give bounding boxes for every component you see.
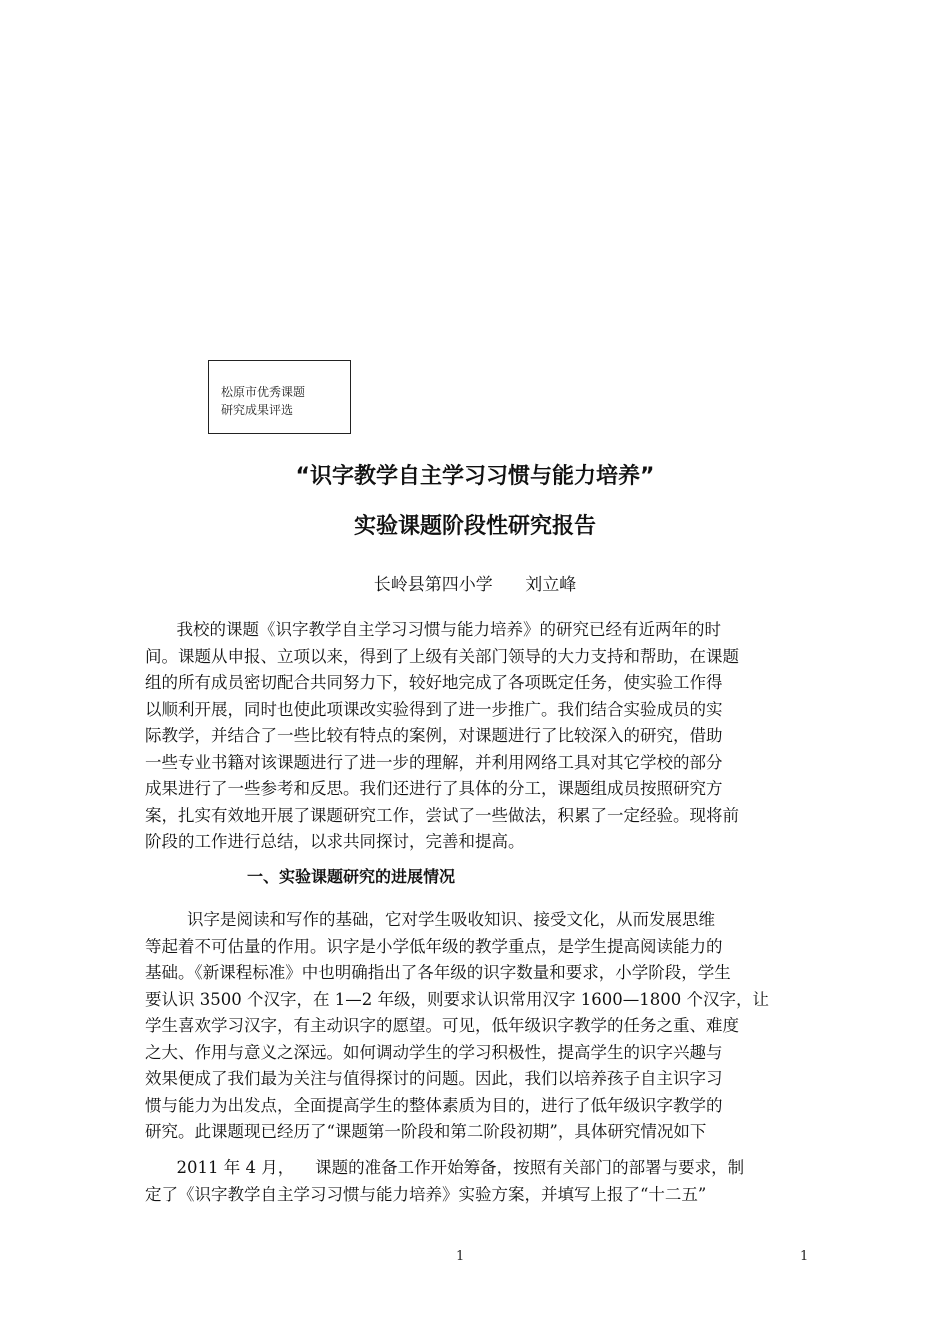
text-line: 等起着不可估量的作用。识字是小学低年级的教学重点，是学生提高阅读能力的 <box>145 936 723 956</box>
text-line: 2011 年 4 月， 课题的准备工作开始筹备，按照有关部门的部署与要求，制 <box>145 1158 745 1177</box>
text-line: 之大、作用与意义之深远。如何调动学生的学习积极性，提高学生的识字兴趣与 <box>145 1042 723 1062</box>
text-line: 我校的课题《识字教学自主学习习惯与能力培养》的研究已经有近两年的时 <box>145 620 721 639</box>
timeline-paragraph <box>145 1155 808 1208</box>
stamp-line-2: 研究成果评选 <box>221 403 294 417</box>
text-line: 学生喜欢学习汉字，有主动识字的愿望。可见，低年级识字教学的任务之重、难度 <box>145 1016 739 1035</box>
text-line: 成果进行了一些参考和反思。我们还进行了具体的分工，课题组成员按照研究方 <box>145 779 723 798</box>
section1-paragraph <box>145 907 808 1146</box>
text-line: 效果便成了我们最为关注与值得探讨的问题。因此，我们以培养孩子自主识字习 <box>145 1069 723 1088</box>
text-line: 以顺利开展，同时也使此项课改实验得到了进一步推广。我们结合实验成员的实 <box>145 699 723 719</box>
text-line: 间。课题从申报、立项以来，得到了上级有关部门领导的大力支持和帮助，在课题 <box>145 646 739 666</box>
stamp-line-1: 松原市优秀课题 <box>221 385 306 399</box>
text-line: 组的所有成员密切配合共同努力下，较好地完成了各项既定任务，使实验工作得 <box>145 673 723 692</box>
text-line: 基础。《新课程标准》中也明确指出了各年级的识字数量和要求，小学阶段，学生 <box>145 963 731 982</box>
text-line: 际教学，并结合了一些比较有特点的案例，对课题进行了比较深入的研究，借助 <box>145 726 723 745</box>
text-line: 研究。此课题现已经历了“课题第一阶段和第二阶段初期”，具体研究情况如下 <box>145 1122 707 1141</box>
report-title-line-2: 实验课题阶段性研究报告 <box>353 514 596 539</box>
text-line: 一些专业书籍对该课题进行了进一步的理解，并利用网络工具对其它学校的部分 <box>145 752 723 772</box>
text-line: 识字是阅读和写作的基础，它对学生吸收知识、接受文化，从而发展思维 <box>145 910 715 929</box>
report-title-line-1: “识字教学自主学习习惯与能力培养” <box>295 464 655 489</box>
page-number-right: 1 <box>800 1249 809 1264</box>
section-heading: 一、实验课题研究的进展情况 <box>247 867 456 886</box>
intro-paragraph <box>145 617 808 856</box>
author-byline: 长岭县第四小学 刘立峰 <box>373 575 577 595</box>
text-line: 阶段的工作进行总结，以求共同探讨，完善和提高。 <box>145 832 525 851</box>
award-stamp-box <box>208 360 351 434</box>
text-line: 惯与能力为出发点，全面提高学生的整体素质为目的，进行了低年级识字教学的 <box>145 1095 723 1115</box>
text-line: 要认识 3500 个汉字，在 1—2 年级，则要求认识常用汉字 1600—1800 个汉字，让 <box>145 989 769 1009</box>
text-line: 案，扎实有效地开展了课题研究工作，尝试了一些做法，积累了一定经验。现将前 <box>145 805 739 825</box>
page-number-center: 1 <box>456 1249 465 1264</box>
text-line: 定了《识字教学自主学习习惯与能力培养》实验方案，并填写上报了“十二五” <box>145 1184 707 1204</box>
